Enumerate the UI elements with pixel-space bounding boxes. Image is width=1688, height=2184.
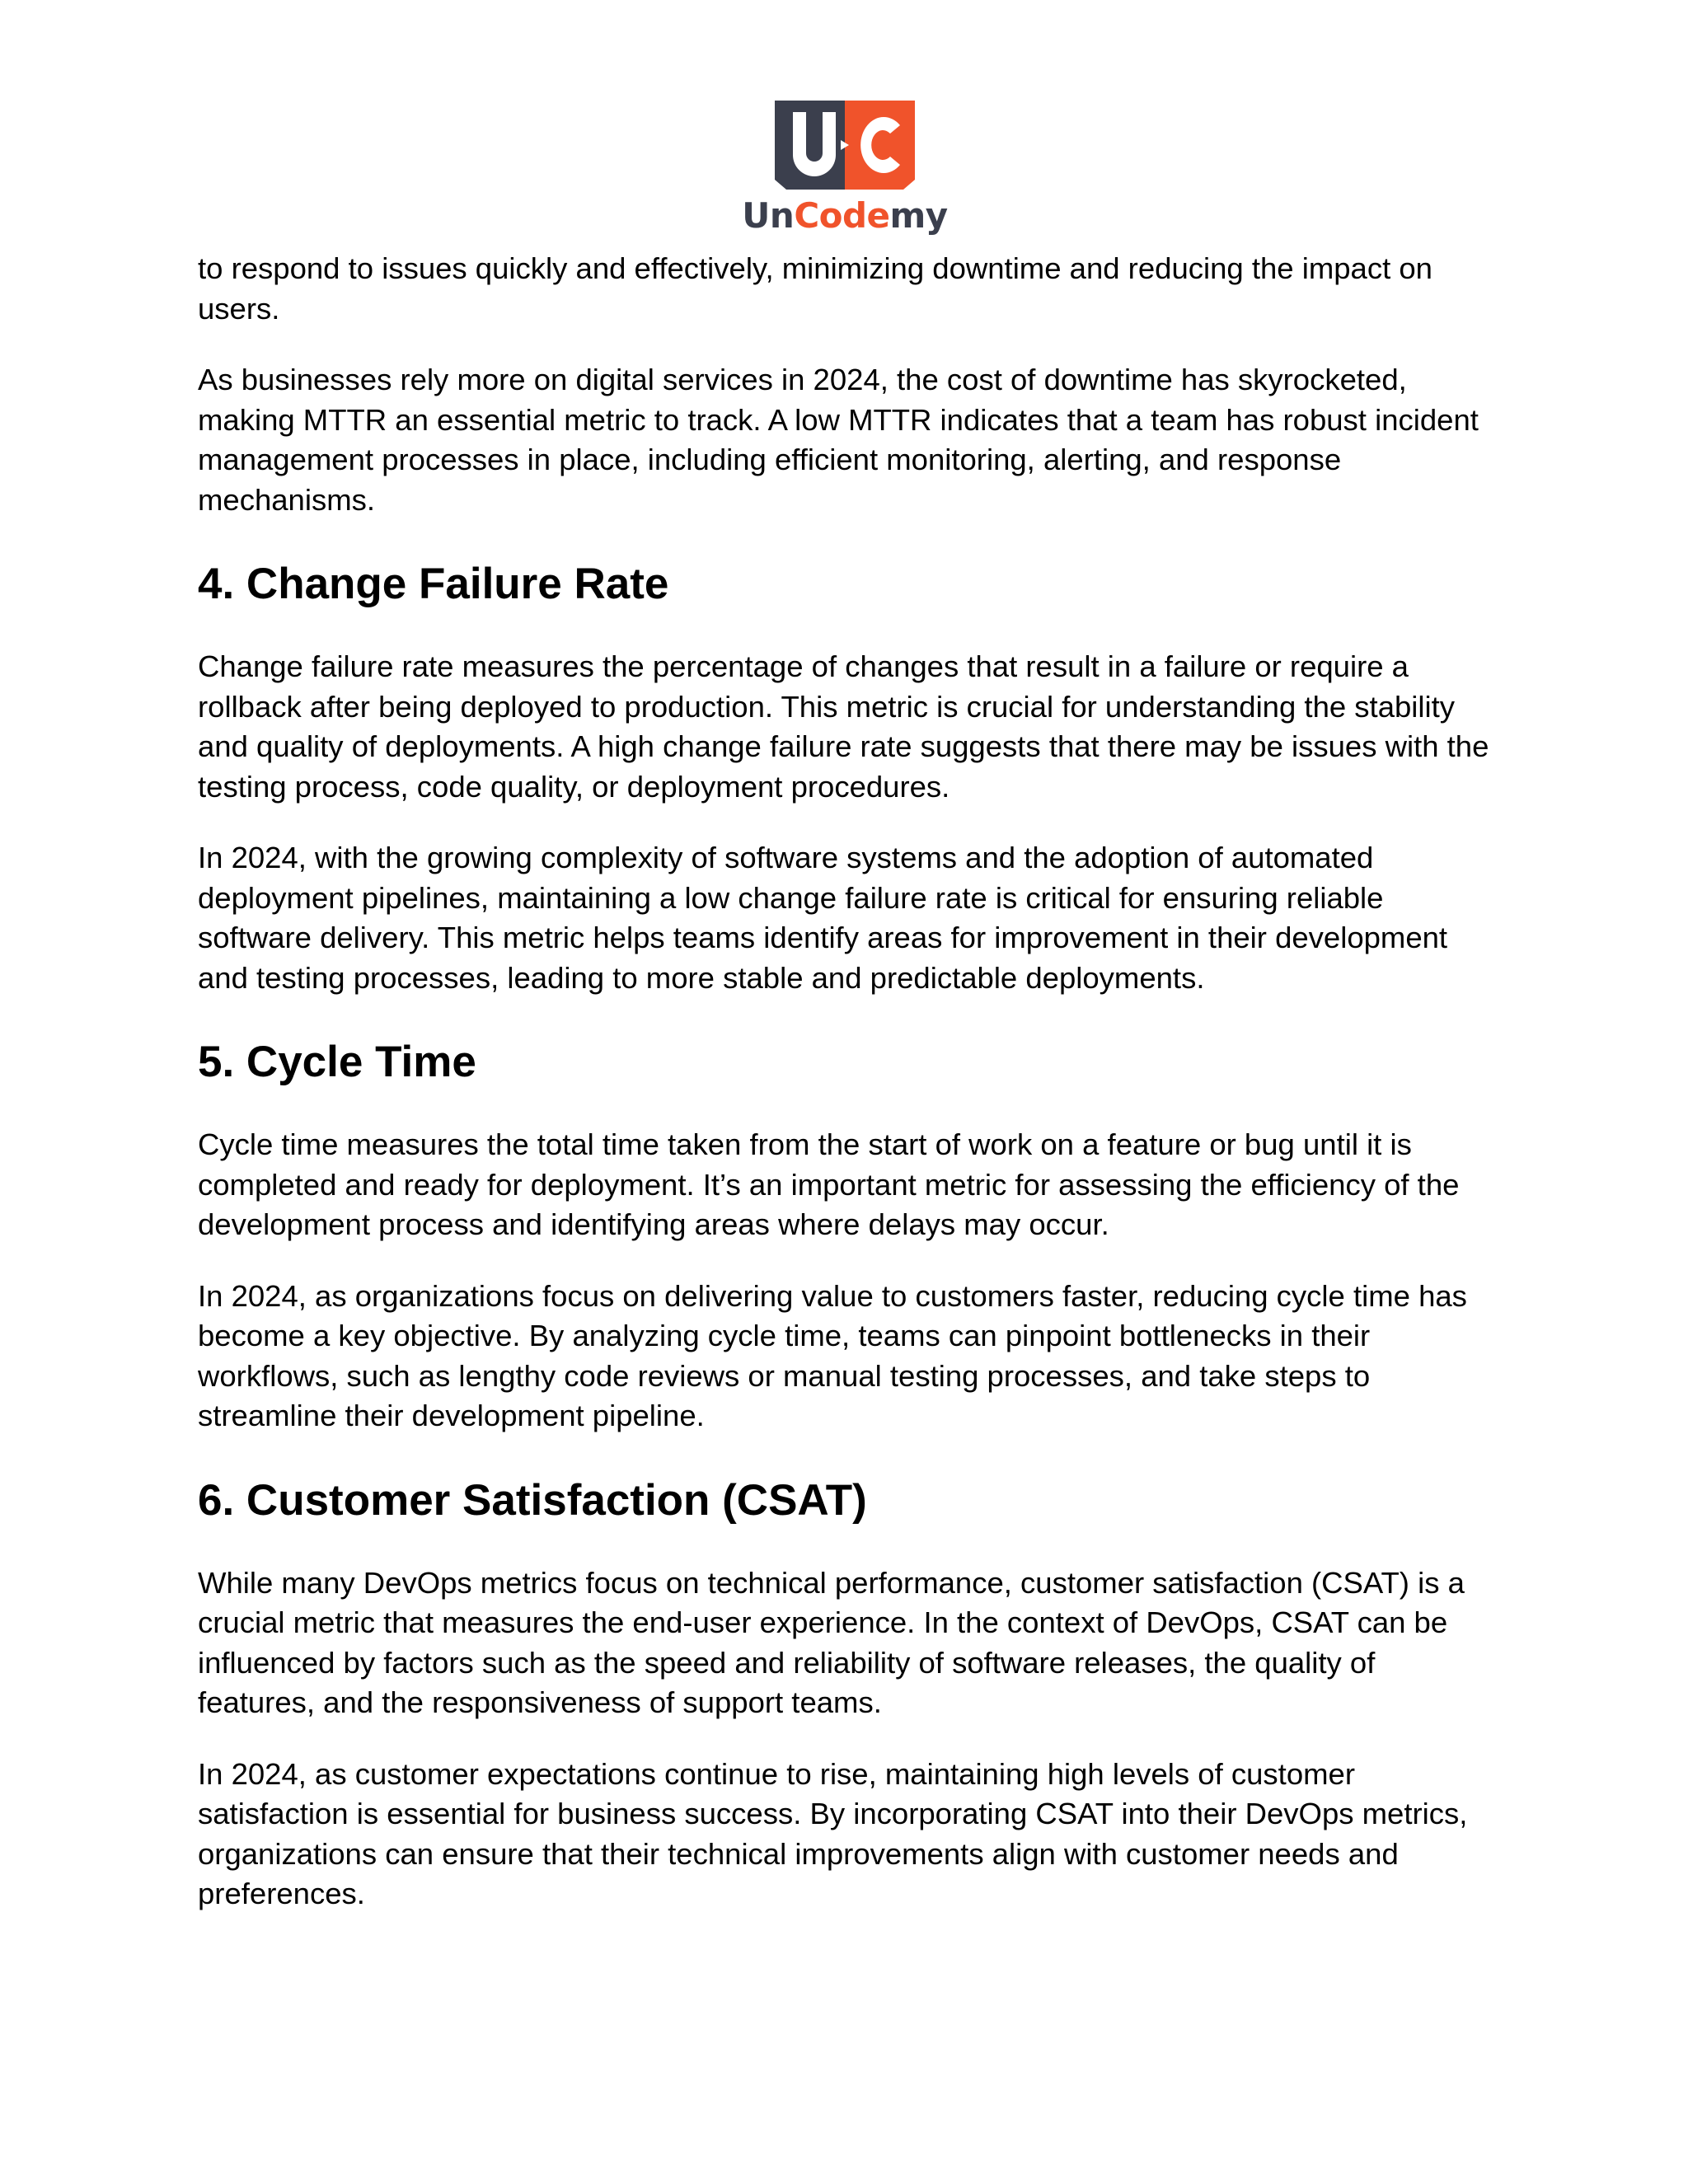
paragraph-customer-satisfaction-2: In 2024, as customer expectations continue to rise, maintaining high levels of customer satisfaction is essential for business success. By incorporating CSAT into their DevOps metrics, organizations can ensure that their technical improvements align with customer needs and preferences. bbox=[198, 1756, 1468, 1910]
wordmark-code: Code bbox=[794, 195, 890, 236]
heading-customer-satisfaction: 6. Customer Satisfaction (CSAT) bbox=[198, 1475, 867, 1525]
paragraph-cycle-time-2: In 2024, as organizations focus on delivering value to customers faster, reducing cycle time has become a key objective. By analyzing cycle time, teams can pinpoint bottlenecks in their workflows, such as lengthy code reviews or manual testing processes, and take steps to streamline their development pipeline. bbox=[198, 1278, 1467, 1432]
paragraph-intro-2: As businesses rely more on digital services in 2024, the cost of downtime has skyrocketed, making MTTR an essential metric to track. A low MTTR indicates that a team has robust incident management processes in place, including efficient monitoring, alerting, and response mechanisms. bbox=[198, 363, 1479, 517]
wordmark-my: my bbox=[889, 195, 948, 236]
heading-cycle-time: 5. Cycle Time bbox=[198, 1038, 476, 1086]
uncodemy-logo-mark bbox=[775, 101, 915, 190]
wordmark-un: Un bbox=[742, 195, 795, 236]
document-body bbox=[198, 249, 1492, 1946]
paragraph-intro-1: to respond to issues quickly and effectively, minimizing downtime and reducing the impact on users. bbox=[198, 251, 1432, 326]
heading-change-failure-rate: 4. Change Failure Rate bbox=[198, 560, 669, 608]
uncodemy-wordmark bbox=[725, 193, 964, 239]
paragraph-cycle-time-1: Cycle time measures the total time taken from the start of work on a feature or bug until it is completed and ready for deployment. It’s an important metric for assessing the efficiency of the development process and identifying areas where delays may occur. bbox=[198, 1127, 1460, 1241]
paragraph-change-failure-rate-1: Change failure rate measures the percentage of changes that result in a failure or require a rollback after being deployed to production. This metric is crucial for understanding the stability and quality of deployments. A high change failure rate suggests that there may be issues with the testing process, code quality, or deployment procedures. bbox=[198, 649, 1489, 804]
paragraph-customer-satisfaction-1: While many DevOps metrics focus on technical performance, customer satisfaction (CSAT) is a crucial metric that measures the end-user experience. In the context of DevOps, CSAT can be influenced by factors such as the speed and reliability of software releases, the quality of features, and the responsiveness of support teams. bbox=[198, 1565, 1465, 1719]
paragraph-change-failure-rate-2: In 2024, with the growing complexity of software systems and the adoption of automated deployment pipelines, maintaining a low change failure rate is critical for ensuring reliable software delivery. This metric helps teams identify areas for improvement in their development and testing processes, leading to more stable and predictable deployments. bbox=[198, 841, 1448, 995]
uncodemy-logo bbox=[725, 101, 964, 241]
